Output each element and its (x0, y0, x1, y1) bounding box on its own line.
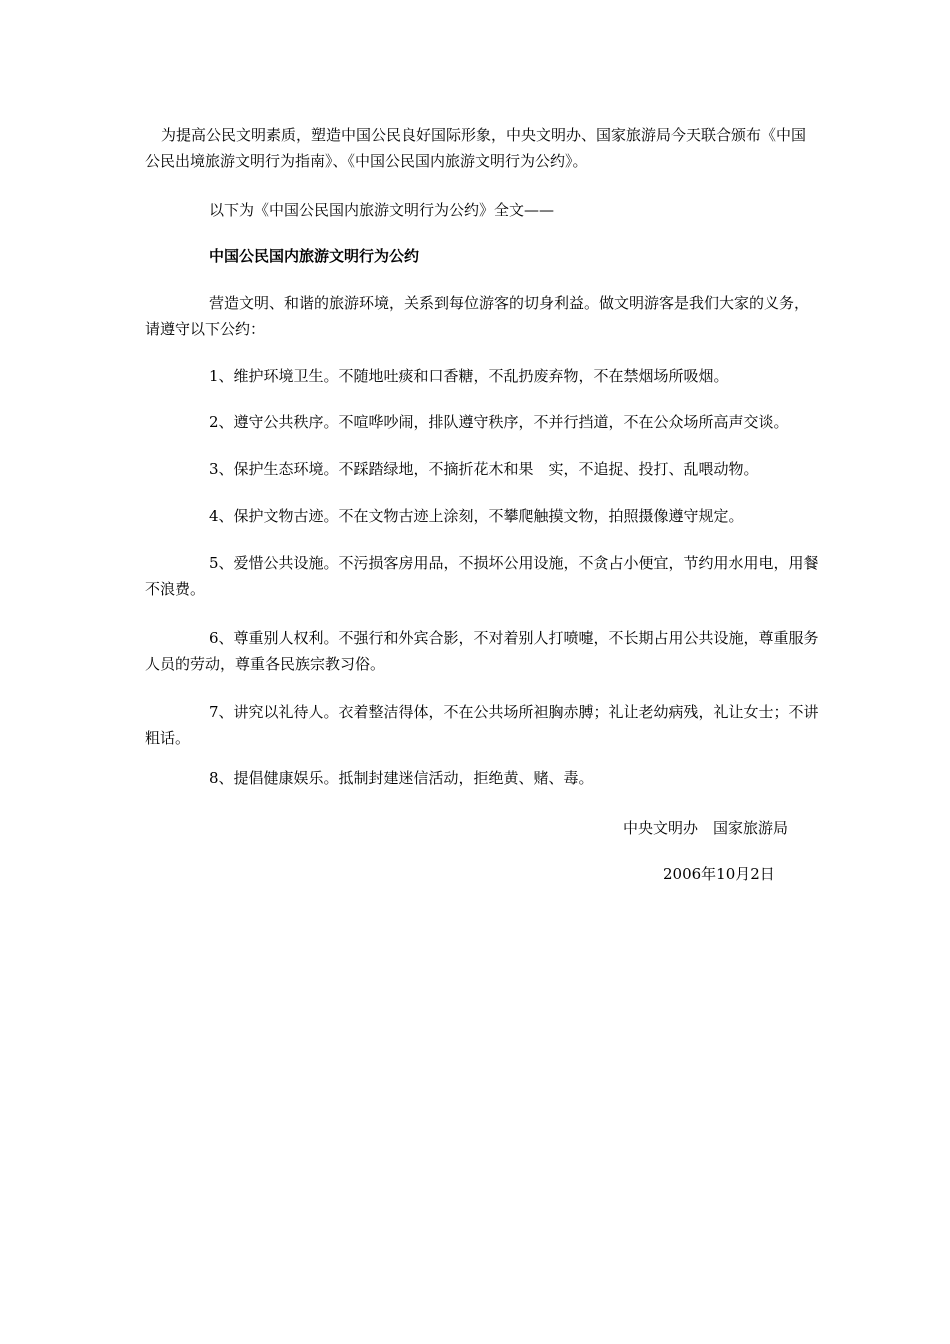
document-title: 中国公民国内旅游文明行为公约 (209, 247, 420, 265)
date: 2006年10月2日 (663, 865, 775, 883)
list-item: 4、保护文物古迹。不在文物古迹上涂刻，不攀爬触摸文物，拍照摄像遵守规定。 (209, 507, 744, 525)
signature: 中央文明办 国家旅游局 (623, 819, 789, 837)
list-item: 1、维护环境卫生。不随地吐痰和口香糖，不乱扔废弃物，不在禁烟场所吸烟。 (209, 367, 729, 385)
lead-paragraph: 以下为《中国公民国内旅游文明行为公约》全文—— (209, 201, 555, 219)
list-item: 5、爱惜公共设施。不污损客房用品，不损坏公用设施，不贪占小便宜，节约用水用电，用餐不浪费。 (145, 554, 819, 598)
intro-paragraph: 为提高公民文明素质，塑造中国公民良好国际形象，中央文明办、国家旅游局今天联合颁布《中国公民出境旅游文明行为指南》、《中国公民国内旅游文明行为公约》。 (145, 126, 807, 170)
list-item: 3、保护生态环境。不踩踏绿地，不摘折花木和果 实，不追捉、投打、乱喂动物。 (209, 460, 759, 478)
list-item: 2、遵守公共秩序。不喧哗吵闹，排队遵守秩序，不并行挡道，不在公众场所高声交谈。 (209, 413, 789, 431)
list-item: 7、讲究以礼待人。衣着整洁得体，不在公共场所袒胸赤膊；礼让老幼病残，礼让女士；不讲粗话。 (145, 703, 819, 747)
preamble-paragraph: 营造文明、和谐的旅游环境，关系到每位游客的切身利益。做文明游客是我们大家的义务，请遵守以下公约： (145, 294, 810, 338)
list-item: 8、提倡健康娱乐。抵制封建迷信活动，拒绝黄、赌、毒。 (209, 769, 594, 787)
list-item: 6、尊重别人权利。不强行和外宾合影，不对着别人打喷嚏，不长期占用公共设施，尊重服务人员的劳动，尊重各民族宗教习俗。 (145, 629, 819, 673)
